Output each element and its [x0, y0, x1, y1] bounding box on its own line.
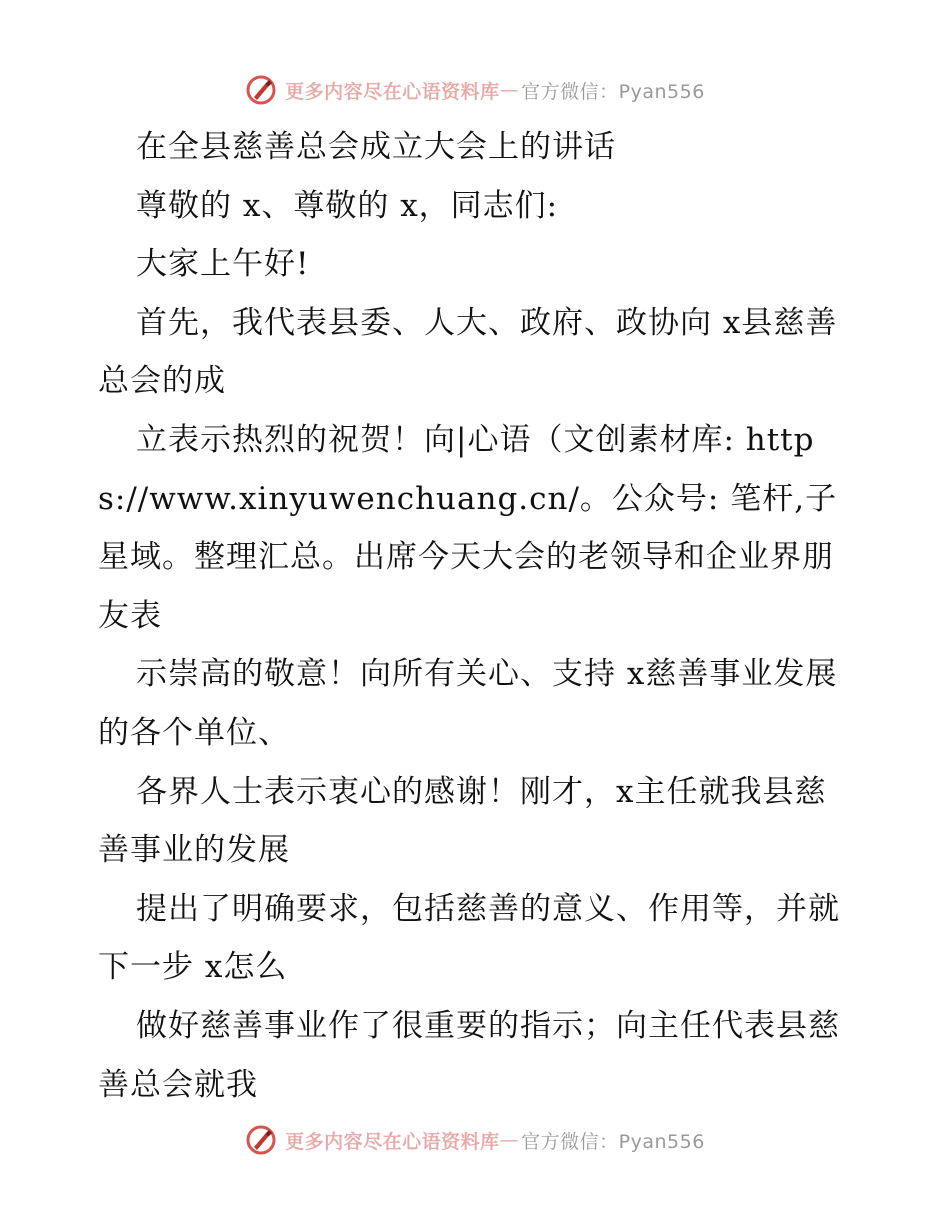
banner-text: [285, 1127, 705, 1154]
body-paragraph: 示崇高的敬意！向所有关心、支持 x慈善事业发展的各个单位、: [98, 656, 838, 751]
banner-wechat-text: 官方微信：Pyan556: [521, 1130, 705, 1153]
banner-main-text: 更多内容尽在心语资料库: [285, 1130, 500, 1153]
greeting-paragraph: 大家上午好!: [136, 246, 310, 283]
banner-main-text: 更多内容尽在心语资料库: [285, 80, 500, 103]
body-paragraph: 做好慈善事业作了很重要的指示；向主任代表县慈善总会就我: [98, 1007, 840, 1103]
body-paragraph: 各界人士表示衷心的感谢！刚才，x主任就我县慈善事业的发展: [98, 773, 827, 869]
banner-separator: —: [499, 1129, 520, 1151]
body-paragraph: 首先，我代表县委、人大、政府、政协向 x县慈善总会的成: [98, 304, 838, 400]
body-paragraph: 立表示热烈的祝贺！向|心语（文创素材库: https://www.xinyuwenchuang.cn/。公众号: 笔杆,子星域。整理汇总。出席今天大会的老领导和企业界朋友表: [98, 421, 838, 634]
salutation-paragraph: 尊敬的 x、尊敬的 x，同志们:: [136, 187, 559, 224]
pen-logo-icon: [245, 1124, 277, 1156]
banner-text: [285, 77, 705, 104]
footer-watermark-banner: [0, 1120, 950, 1160]
body-paragraph: 提出了明确要求，包括慈善的意义、作用等，并就下一步 x怎么: [98, 890, 840, 986]
speech-title: 在全县慈善总会成立大会上的讲话: [136, 129, 616, 165]
pen-logo-icon: [245, 74, 277, 106]
header-watermark-banner: [0, 70, 950, 110]
document-body: [98, 118, 858, 1114]
banner-separator: —: [499, 79, 520, 101]
banner-wechat-text: 官方微信：Pyan556: [521, 80, 705, 103]
